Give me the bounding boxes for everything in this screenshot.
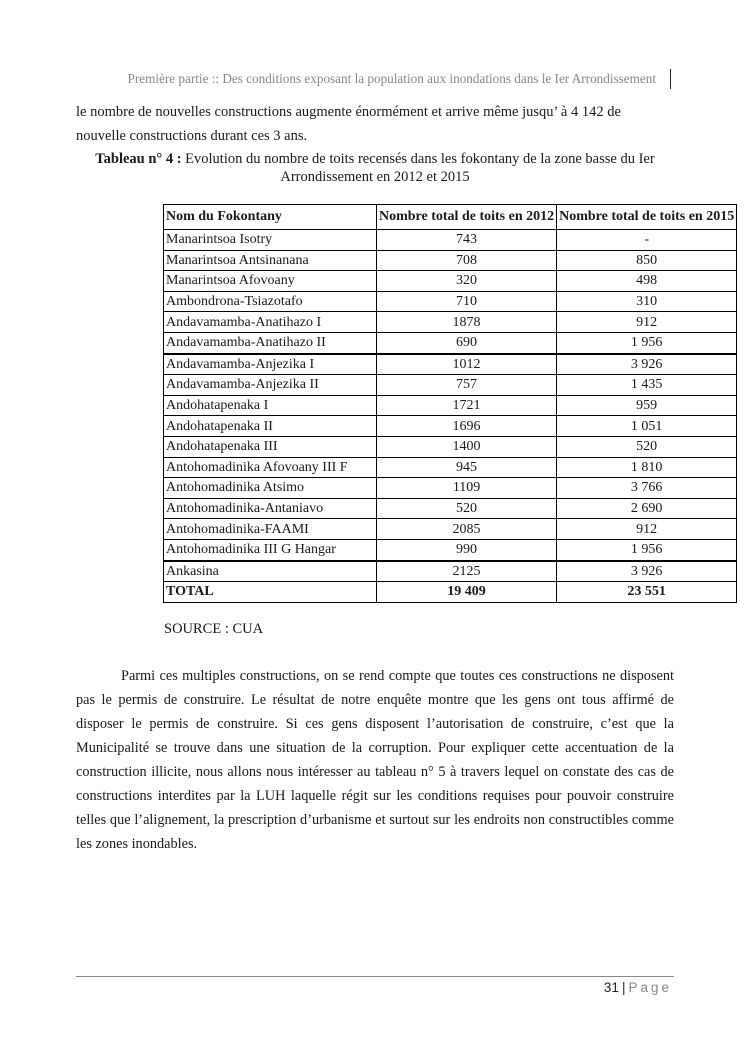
table-row <box>164 561 737 582</box>
total-label: TOTAL <box>164 582 377 603</box>
running-header <box>0 71 672 87</box>
cell-roofs-2012: 1012 <box>377 354 557 375</box>
table-row <box>164 230 737 251</box>
cell-fokontany-name: Andohatapenaka II <box>164 416 377 437</box>
header-divider <box>670 69 671 89</box>
cell-roofs-2015: 1 956 <box>557 539 737 560</box>
cell-roofs-2012: 757 <box>377 375 557 396</box>
cell-fokontany-name: Andohatapenaka I <box>164 395 377 416</box>
cell-fokontany-name: Manarintsoa Antsinanana <box>164 250 377 271</box>
page-label: Page <box>628 980 672 995</box>
cell-roofs-2015: 3 926 <box>557 354 737 375</box>
running-header-text: Première partie :: Des conditions exposant la population aux inondations dans le Ier Arrondissement <box>127 71 656 86</box>
cell-roofs-2012: 743 <box>377 230 557 251</box>
table-row <box>164 291 737 312</box>
page-number: 31 <box>603 980 619 995</box>
cell-roofs-2015: 520 <box>557 436 737 457</box>
cell-roofs-2012: 945 <box>377 457 557 478</box>
cell-roofs-2015: 1 956 <box>557 332 737 353</box>
cell-roofs-2015: 959 <box>557 395 737 416</box>
table-row <box>164 332 737 353</box>
cell-fokontany-name: Antohomadinika III G Hangar <box>164 539 377 560</box>
table-row <box>164 375 737 396</box>
header-fokontany: Nom du Fokontany <box>164 205 377 230</box>
cell-roofs-2015: 3 926 <box>557 561 737 582</box>
table-row <box>164 250 737 271</box>
cell-roofs-2012: 2085 <box>377 519 557 540</box>
table-row <box>164 498 737 519</box>
table-row <box>164 436 737 457</box>
cell-fokontany-name: Antohomadinika-Antaniavo <box>164 498 377 519</box>
body-paragraph: Parmi ces multiples constructions, on se rend compte que toutes ces constructions ne disposent pas le permis de construire. Le résultat de notre enquête montre que les gens ont tous affirmé de disposer le permis de construire. Si ces gens disposent l’autorisation de construire, c’est que la Municipalité se trouve dans une situation de la corruption. Pour expliquer cette accentuation de la construction illicite, nous allons nous intéresser au tableau n° 5 à travers lequel on constate des cas de constructions interdites par la LUH laquelle régit sur les conditions requises pour pouvoir construire telles que l’alignement, la prescription d’urbanisme et surtout sur les endroits non constructibles comme les zones inondables. <box>76 668 674 852</box>
cell-roofs-2015: 3 766 <box>557 478 737 499</box>
table-body <box>164 230 737 603</box>
cell-fokontany-name: Antohomadinika Afovoany III F <box>164 457 377 478</box>
cell-fokontany-name: Andavamamba-Anjezika II <box>164 375 377 396</box>
cell-fokontany-name: Andavamamba-Anatihazo II <box>164 332 377 353</box>
cell-roofs-2012: 710 <box>377 291 557 312</box>
cell-fokontany-name: Andavamamba-Anatihazo I <box>164 312 377 333</box>
cell-roofs-2012: 708 <box>377 250 557 271</box>
table-row <box>164 539 737 560</box>
cell-roofs-2012: 1696 <box>377 416 557 437</box>
table-row <box>164 312 737 333</box>
cell-roofs-2015: - <box>557 230 737 251</box>
header-2012: Nombre total de toits en 2012 <box>377 205 557 230</box>
table-row <box>164 354 737 375</box>
table-caption-text: Evolution du nombre de toits recensés dans les fokontany de la zone basse du Ier Arrondissement en 2012 et 2015 <box>181 151 655 185</box>
footer-divider <box>76 976 674 977</box>
cell-fokontany-name: Antohomadinika-FAAMI <box>164 519 377 540</box>
cell-roofs-2015: 2 690 <box>557 498 737 519</box>
cell-roofs-2015: 498 <box>557 271 737 292</box>
cell-roofs-2015: 1 810 <box>557 457 737 478</box>
cell-roofs-2012: 1721 <box>377 395 557 416</box>
table-row <box>164 457 737 478</box>
cell-roofs-2015: 850 <box>557 250 737 271</box>
cell-fokontany-name: Ambondrona-Tsiazotafo <box>164 291 377 312</box>
cell-roofs-2015: 912 <box>557 519 737 540</box>
cell-roofs-2012: 990 <box>377 539 557 560</box>
header-2015: Nombre total de toits en 2015 <box>557 205 737 230</box>
table-caption-label: Tableau n° 4 : <box>95 151 182 167</box>
page-footer <box>0 980 672 995</box>
table-row <box>164 478 737 499</box>
intro-text: le nombre de nouvelles constructions augmente énormément et arrive même jusqu’ à 4 142 de nouvelle constructions durant ces 3 ans. <box>76 104 621 144</box>
cell-roofs-2012: 1400 <box>377 436 557 457</box>
total-2015: 23 551 <box>557 582 737 603</box>
cell-fokontany-name: Andohatapenaka III <box>164 436 377 457</box>
cell-roofs-2012: 2125 <box>377 561 557 582</box>
table-caption <box>76 150 674 186</box>
cell-fokontany-name: Ankasina <box>164 561 377 582</box>
cell-roofs-2015: 912 <box>557 312 737 333</box>
table-header-row <box>164 205 737 230</box>
cell-roofs-2012: 1109 <box>377 478 557 499</box>
cell-roofs-2012: 690 <box>377 332 557 353</box>
table-row <box>164 416 737 437</box>
fokontany-table <box>163 204 737 603</box>
footer-separator: | <box>621 980 626 995</box>
cell-roofs-2015: 310 <box>557 291 737 312</box>
cell-roofs-2015: 1 435 <box>557 375 737 396</box>
table-source: SOURCE : CUA <box>164 621 264 637</box>
table-row <box>164 395 737 416</box>
cell-fokontany-name: Antohomadinika Atsimo <box>164 478 377 499</box>
cell-roofs-2012: 520 <box>377 498 557 519</box>
cell-roofs-2015: 1 051 <box>557 416 737 437</box>
total-2012: 19 409 <box>377 582 557 603</box>
cell-fokontany-name: Manarintsoa Afovoany <box>164 271 377 292</box>
cell-fokontany-name: Andavamamba-Anjezika I <box>164 354 377 375</box>
table-row <box>164 271 737 292</box>
cell-fokontany-name: Manarintsoa Isotry <box>164 230 377 251</box>
table-total-row <box>164 582 737 603</box>
cell-roofs-2012: 320 <box>377 271 557 292</box>
cell-roofs-2012: 1878 <box>377 312 557 333</box>
table-row <box>164 519 737 540</box>
